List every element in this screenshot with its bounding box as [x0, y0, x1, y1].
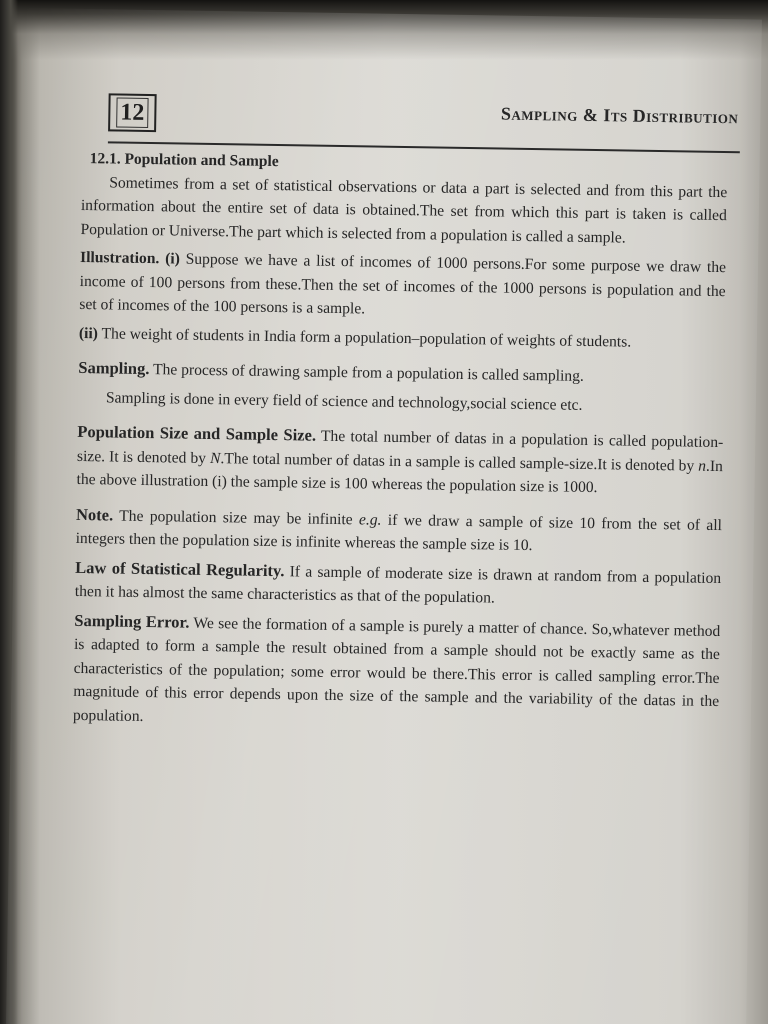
- illustration-paragraph: [79, 246, 726, 327]
- size-text-2: .The total number of datas in a sample is called sample-size.It is denoted by: [220, 449, 699, 475]
- sampling-label: Sampling.: [78, 357, 150, 379]
- sampling-fields-paragraph: Sampling is done in every field of science and technology,social science etc.: [105, 388, 583, 414]
- illustration-ii-label: (ii): [78, 324, 99, 342]
- error-label: Sampling Error.: [74, 610, 190, 632]
- size-text-3: .In the above illustration (i) the sample size is 100 whereas the population size is 1000.: [76, 457, 724, 497]
- law-label: Law of Statistical Regularity.: [75, 557, 285, 580]
- illustration-text: Suppose we have a list of incomes of 1000 persons.For some purpose we draw the income of 100 persons from these.Then the set of incomes of the 1000 persons is population and the set of incomes of the 100 persons is a sample.: [79, 250, 727, 318]
- running-title: Sampling & Its Distribution: [500, 103, 739, 128]
- note-text-1: The population size may be infinite: [113, 506, 360, 528]
- illustration-ii-paragraph: [79, 321, 725, 355]
- chapter-number-box: [108, 93, 157, 132]
- note-text-2: if we draw a sample of size 10 from the set of all integers then the population size is infinite whereas the sample size is 10.: [75, 511, 723, 555]
- note-eg: e.g.: [358, 510, 382, 529]
- book-page: [6, 8, 762, 1024]
- sampling-paragraph: [78, 356, 724, 391]
- law-text: If a sample of moderate size is drawn at random from a population then it has almost the same characteristics as that of the population.: [74, 562, 722, 607]
- note-paragraph: [75, 502, 722, 560]
- illustration-ii-text: The weight of students in India form a population–population of weights of students.: [97, 324, 632, 351]
- size-paragraph: [76, 420, 723, 502]
- size-text-1: The total number of datas in a population is called population-size. It is denoted by: [76, 427, 724, 467]
- size-symbol-N: N: [209, 449, 221, 467]
- note-label: Note.: [75, 504, 114, 524]
- chapter-number: 12: [116, 97, 148, 127]
- section-title: 12.1. Population and Sample: [89, 150, 279, 171]
- law-paragraph: [75, 555, 722, 613]
- page-header: [108, 93, 741, 153]
- error-paragraph: [73, 608, 721, 737]
- error-text: We see the formation of a sample is purely a matter of chance. So,whatever method is adapted to form a sample the result obtained from a sample should not be exactly same as the characteristics of the population; some error would be there.This error is called sampling error.The magnitude of this error depends upon the size of the sample and the variability of the datas in the population.: [72, 614, 721, 725]
- size-symbol-n: n: [698, 457, 707, 475]
- size-label: Population Size and Sample Size.: [77, 421, 317, 445]
- page-content: [73, 147, 728, 742]
- sampling-text: The process of drawing sample from a population is called sampling.: [149, 361, 585, 385]
- illustration-label: Illustration. (i): [79, 248, 180, 268]
- intro-paragraph: Sometimes from a set of statistical observations or data a part is selected and from this part the information about the entire set of data is obtained.The set from which this part is taken is called Population or Universe.The part which is selected from a population is called a sample.: [80, 173, 728, 247]
